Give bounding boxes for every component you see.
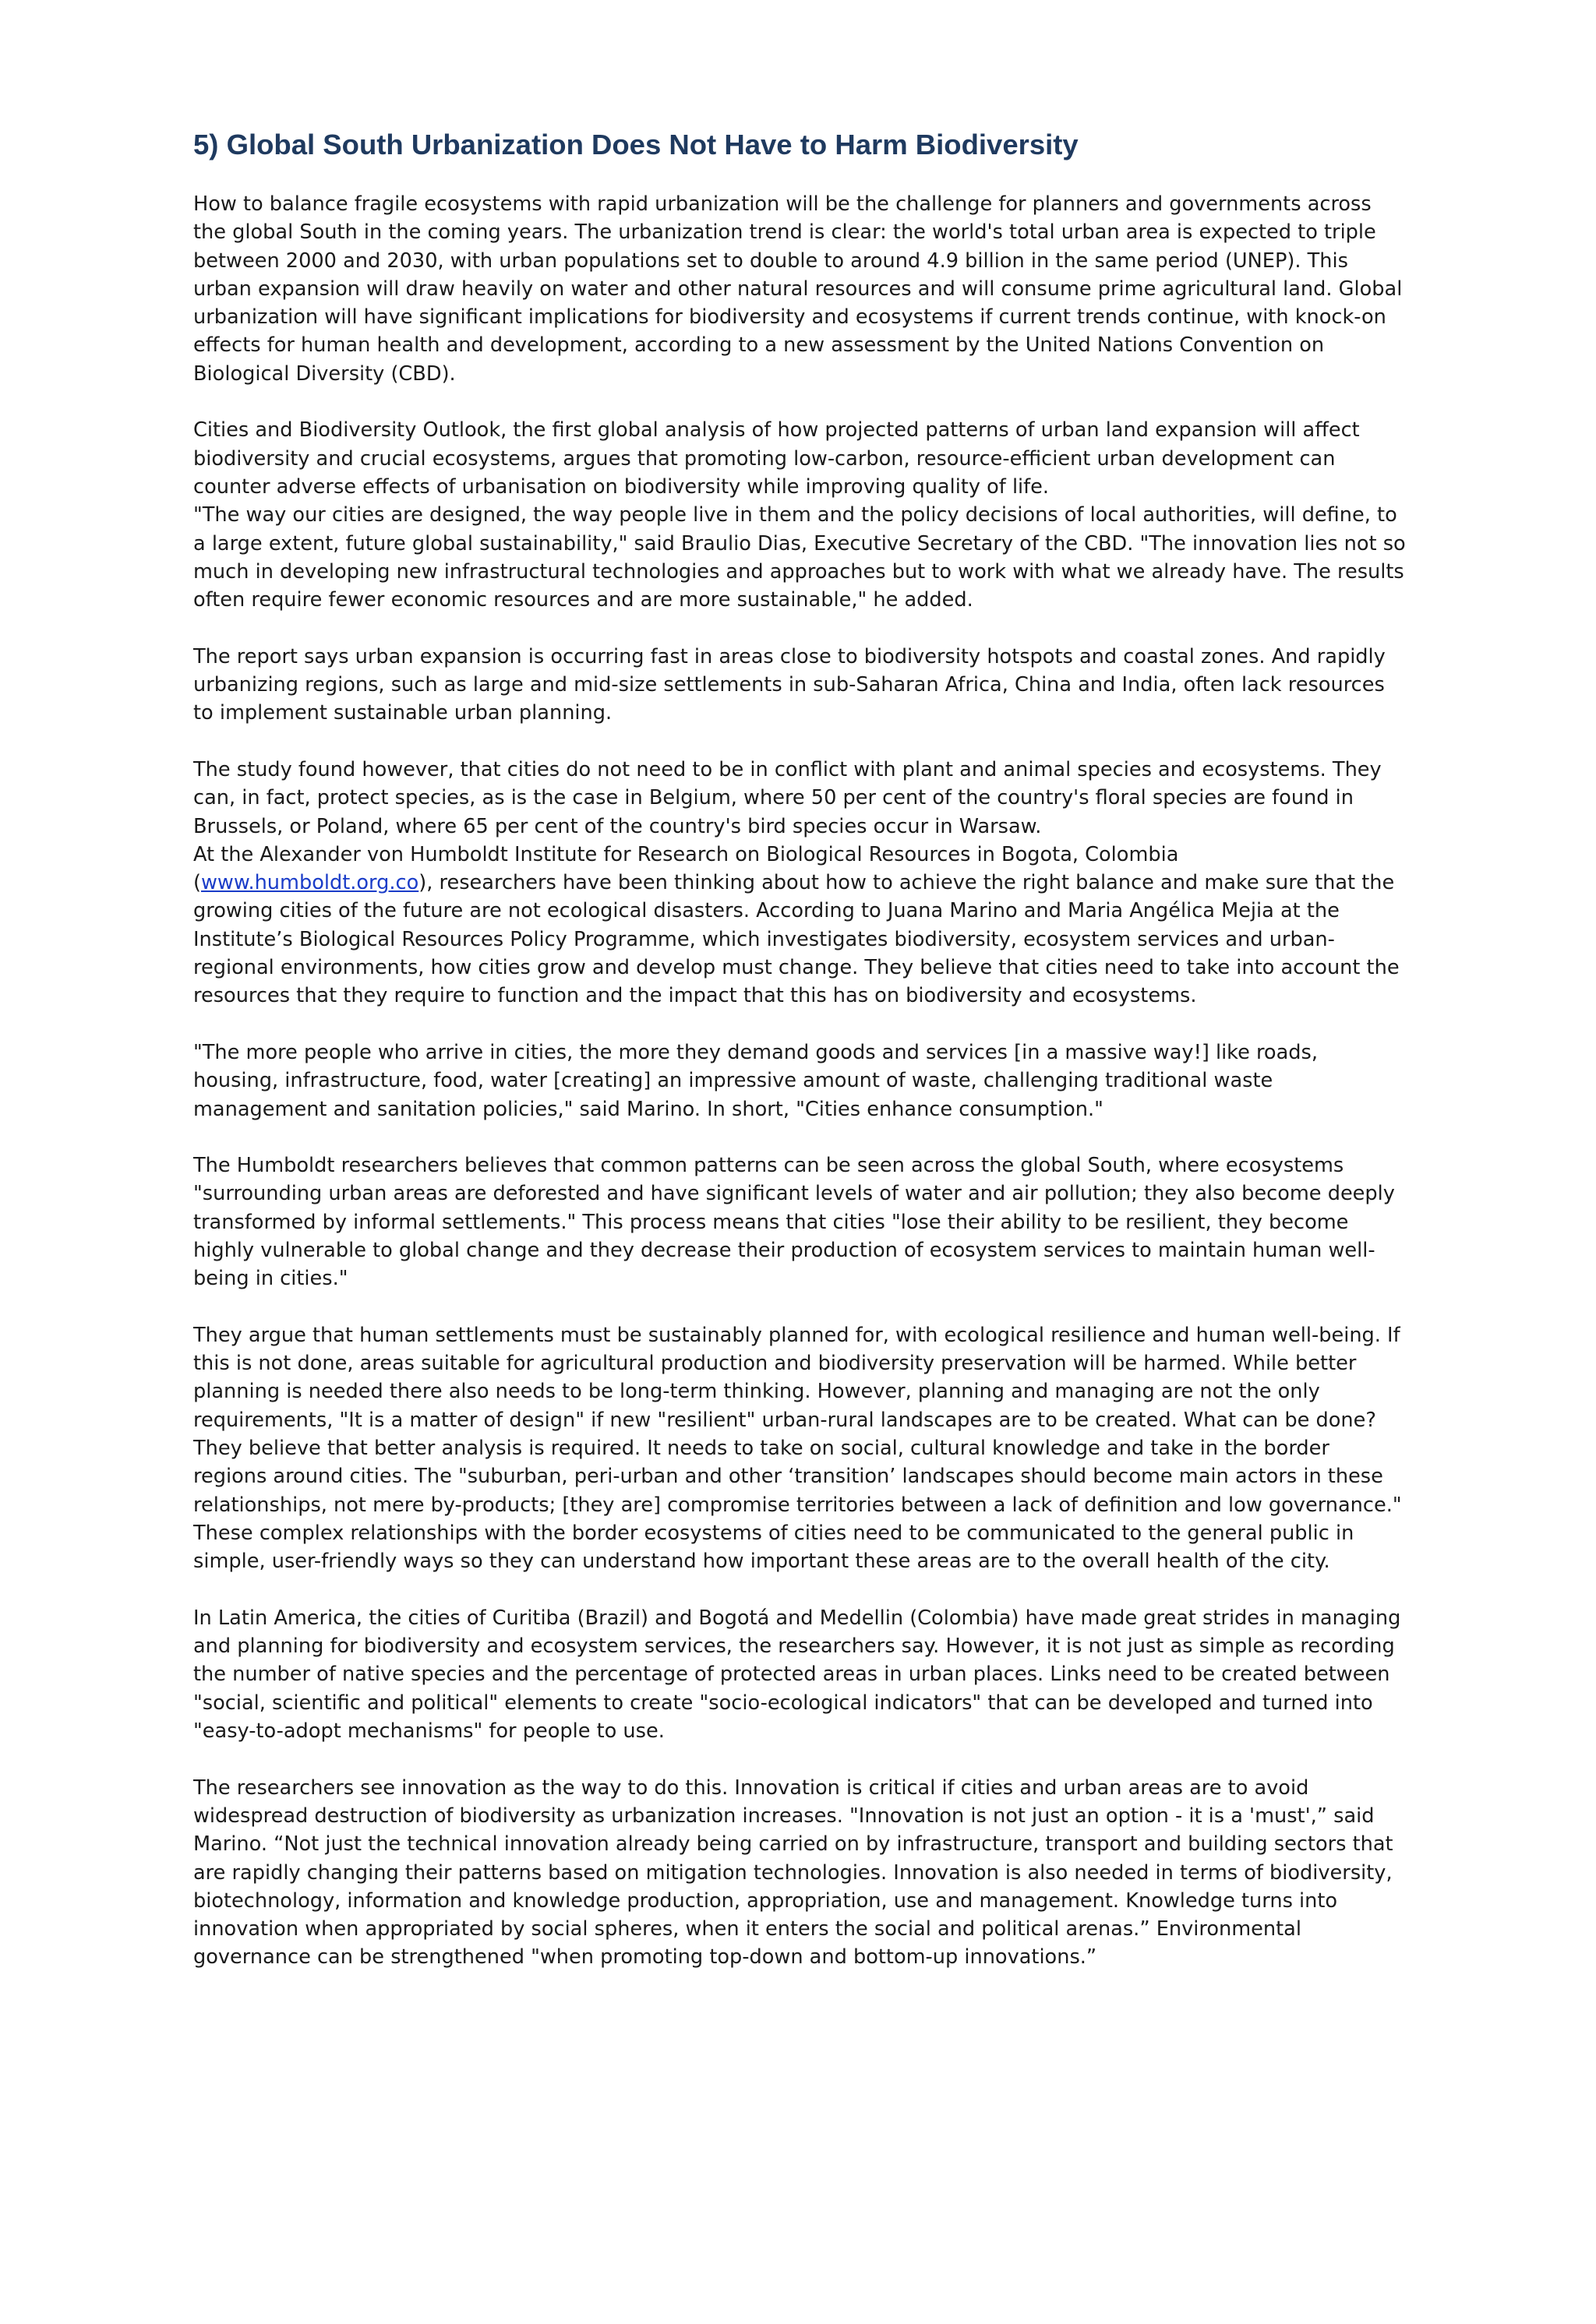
humboldt-text-before-link: At the Alexander von Humboldt Institute for Research on Biological Resources in Bogota, Colombia (: [193, 842, 1179, 895]
paragraph-humboldt-institute: [193, 841, 1409, 1010]
article-heading: 5) Global South Urbanization Does Not Have to Harm Biodiversity: [193, 129, 1079, 160]
paragraph-gap: [193, 1123, 1409, 1151]
paragraph-braulio-dias-quote: "The way our cities are designed, the way people live in them and the policy decisions of local authorities, will define, to a large extent, future global sustainability," said Braulio Dias, Executive Secretary of the CBD. "The innovation lies not so much in developing new infrastructural technologies and approaches but to work with what we already have. The results often require fewer economic resources and are more sustainable," he added.: [193, 503, 1406, 612]
paragraph-gap: [193, 728, 1409, 756]
paragraph-innovation: The researchers see innovation as the way to do this. Innovation is critical if cities and urban areas are to avoid widespread destruction of biodiversity as urbanization increases. "Innovation is not just an option - it is a 'must',” said Marino. “Not just the technical innovation already being carried on by infrastructure, transport and building sectors that are rapidly changing their patterns based on mitigation technologies. Innovation is also needed in terms of biodiversity, biotechnology, information and knowledge production, appropriation, use and management. Knowledge turns into innovation when appropriated by social spheres, when it enters the social and political arenas.” Environmental governance can be strengthened "when promoting top-down and bottom-up innovations.”: [193, 1776, 1393, 1970]
paragraph-sustainable-planning: They argue that human settlements must be sustainably planned for, with ecological resilience and human well-being. If this is not done, areas suitable for agricultural production and biodiversity preservation will be harmed. While better planning is needed there also needs to be long-term thinking. However, planning and managing are not the only requirements, "It is a matter of design" if new "resilient" urban-rural landscapes are to be created. What can be done? They believe that better analysis is required. It needs to take on social, cultural knowledge and take in the border regions around cities. The "suburban, peri-urban and other ‘transition’ landscapes should become main actors in these relationships, not mere by-products; [they are] compromise territories between a lack of definition and low governance." These complex relationships with the border ecosystems of cities need to be communicated to the general public in simple, user-friendly ways so they can understand how important these areas are to the overall health of the city.: [193, 1323, 1402, 1574]
paragraph-latin-america-cities: In Latin America, the cities of Curitiba (Brazil) and Bogotá and Medellin (Colombia) have made great strides in managing and planning for biodiversity and ecosystem services, the researchers say. However, it is not just as simple as recording the number of native species and the percentage of protected areas in urban places. Links need to be created between "social, scientific and political" elements to create "socio-ecological indicators" that can be developed and turned into "easy-to-adopt mechanisms" for people to use.: [193, 1606, 1401, 1744]
humboldt-website-link[interactable]: www.humboldt.org.co: [201, 871, 419, 895]
paragraph-gap: [193, 1010, 1409, 1039]
paragraph-gap: [193, 1293, 1409, 1321]
paragraph-common-patterns: The Humboldt researchers believes that common patterns can be seen across the global South, where ecosystems "surrounding urban areas are deforested and have significant levels of water and air pollution; they also become deeply transformed by informal settlements." This process means that cities "lose their ability to be resilient, they become highly vulnerable to global change and they decrease their production of ecosystem services to maintain human well-being in cities.": [193, 1154, 1395, 1291]
paragraph-gap: [193, 388, 1409, 416]
paragraph-gap: [193, 1576, 1409, 1604]
paragraph-urbanization-challenge: How to balance fragile ecosystems with rapid urbanization will be the challenge for planners and governments across the global South in the coming years. The urbanization trend is clear: the world's total urban area is expected to triple between 2000 and 2030, with urban populations set to double to around 4.9 billion in the same period (UNEP). This urban expansion will draw heavily on water and other natural resources and will consume prime agricultural land. Global urbanization will have significant implications for biodiversity and ecosystems if current trends continue, with knock-on effects for human health and development, according to a new assessment by the United Nations Convention on Biological Diversity (CBD).: [193, 192, 1403, 386]
humboldt-text-after-link: ), researchers have been thinking about how to achieve the right balance and make sure that the growing cities of the future are not ecological disasters. According to Juana Marino and Maria Angélica Mejia at the Institute’s Biological Resources Policy Programme, which investigates biodiversity, ecosystem services and urban-regional environments, how cities grow and develop must change. They believe that cities need to take into account the resources that they require to function and the impact that this has on biodiversity and ecosystems.: [193, 871, 1400, 1008]
paragraph-study-findings: The study found however, that cities do not need to be in conflict with plant and animal species and ecosystems. They can, in fact, protect species, as is the case in Belgium, where 50 per cent of the country's floral species are found in Brussels, or Poland, where 65 per cent of the country's bird species occur in Warsaw.: [193, 757, 1382, 838]
paragraph-gap: [193, 1745, 1409, 1773]
article-body: [193, 126, 1409, 1972]
paragraph-cities-biodiversity-outlook: Cities and Biodiversity Outlook, the first global analysis of how projected patterns of urban land expansion will affect biodiversity and crucial ecosystems, argues that promoting low-carbon, resource-efficient urban development can counter adverse effects of urbanisation on biodiversity while improving quality of life.: [193, 418, 1360, 499]
paragraph-report-expansion: The report says urban expansion is occurring fast in areas close to biodiversity hotspots and coastal zones. And rapidly urbanizing regions, such as large and mid-size settlements in sub-Saharan Africa, China and India, often lack resources to implement sustainable urban planning.: [193, 644, 1386, 725]
paragraph-gap: [193, 614, 1409, 642]
paragraph-marino-consumption-quote: "The more people who arrive in cities, the more they demand goods and services [in a massive way!] like roads, housing, infrastructure, food, water [creating] an impressive amount of waste, challenging traditional waste management and sanitation policies," said Marino. In short, "Cities enhance consumption.": [193, 1040, 1318, 1121]
